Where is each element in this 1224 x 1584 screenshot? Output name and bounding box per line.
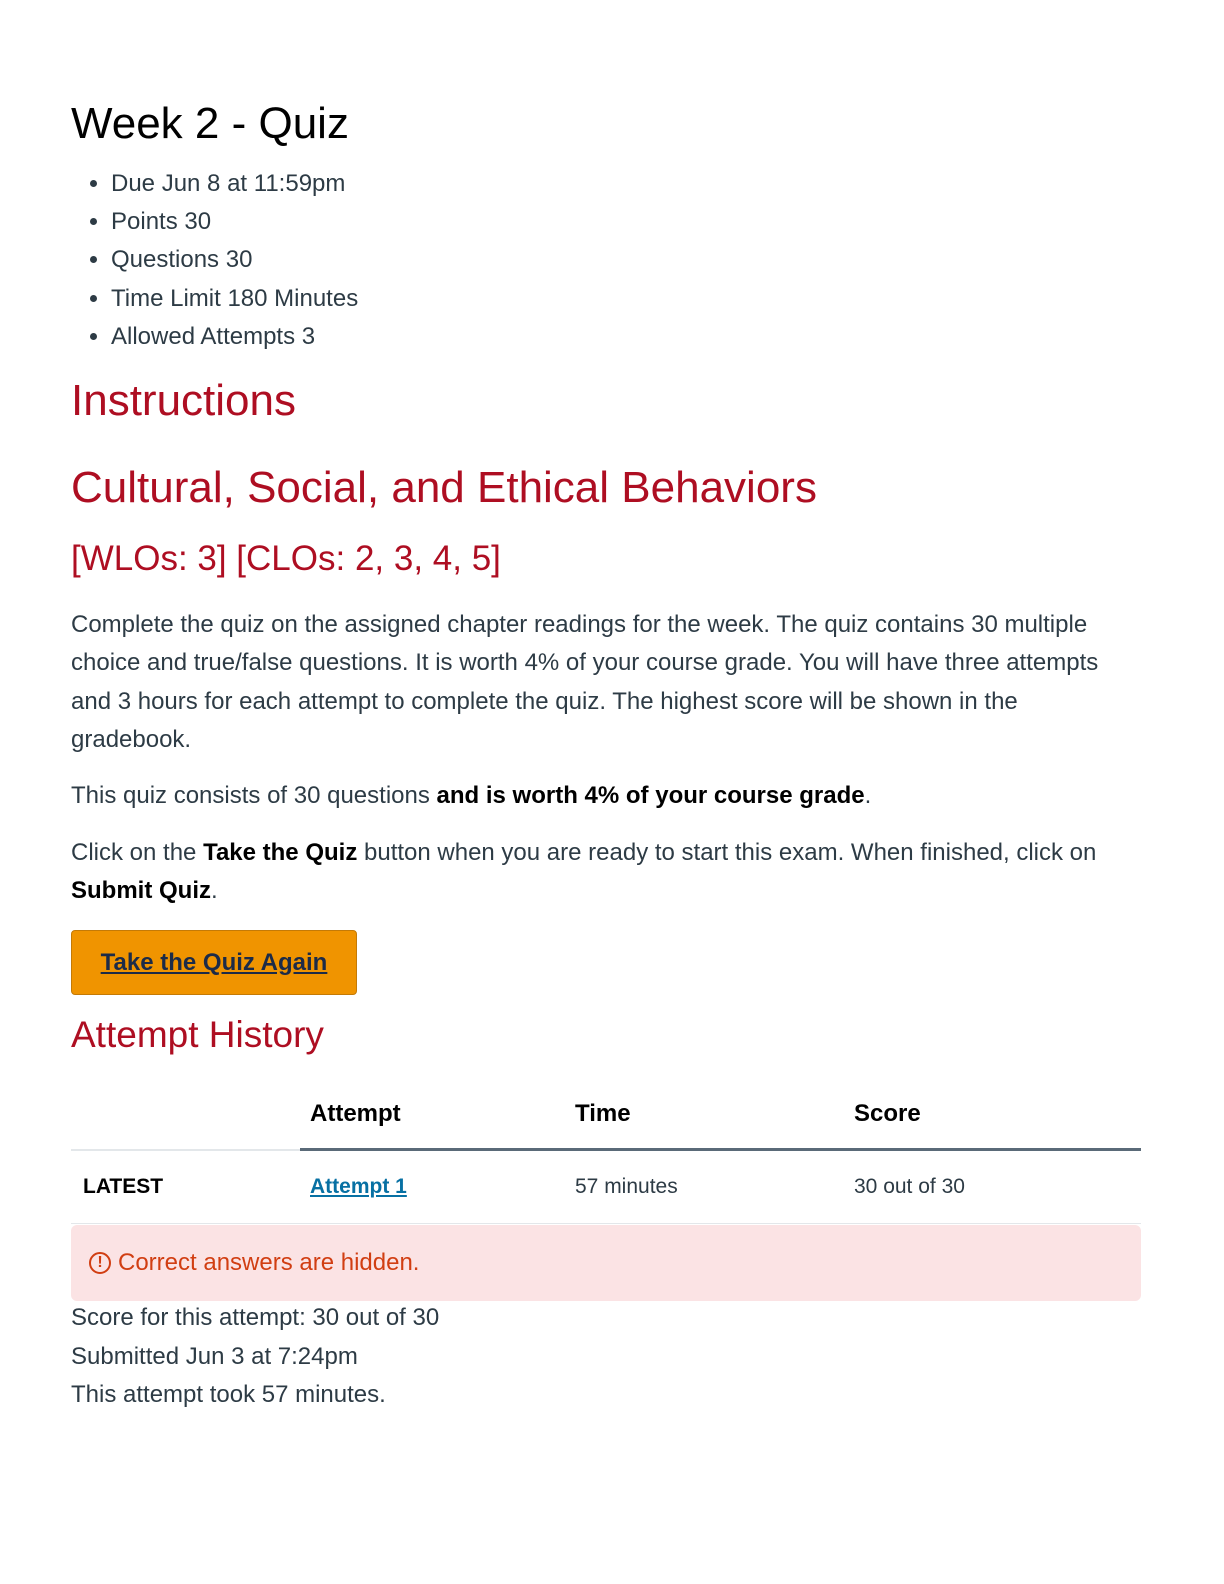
column-header-score: Score (844, 1080, 1141, 1150)
how-to-paragraph (71, 834, 1131, 911)
how-to-text-2: button when you are ready to start this exam. When finished, click on (357, 839, 1097, 866)
worth-text: This quiz consists of 30 questions (71, 782, 437, 809)
alert-circle-icon: ! (89, 1252, 111, 1274)
page-title: Week 2 - Quiz (71, 99, 349, 148)
alert-message: Correct answers are hidden. (118, 1249, 420, 1276)
table-row (71, 1150, 1141, 1224)
outcomes-heading: [WLOs: 3] [CLOs: 2, 3, 4, 5] (71, 539, 501, 578)
how-to-text-1: Click on the (71, 839, 204, 866)
hidden-answers-alert (71, 1225, 1141, 1301)
detail-allowed-attempts: • Allowed Attempts 3 (111, 318, 358, 356)
table-header-row (71, 1080, 1141, 1150)
detail-due: • Due Jun 8 at 11:59pm (111, 165, 358, 203)
column-header-blank (71, 1080, 300, 1150)
instructions-heading: Instructions (71, 376, 296, 425)
instructions-paragraph: Complete the quiz on the assigned chapter readings for the week. The quiz contains 30 multiple choice and true/false questions. It is worth 4% of your course grade. You will have three attempts and 3 hours for each attempt to complete the quiz. The highest score will be shown in the gradebook. (71, 611, 1099, 753)
summary-submitted: Submitted Jun 3 at 7:24pm (71, 1342, 358, 1370)
latest-tag: LATEST (71, 1150, 300, 1224)
time-cell: 57 minutes (565, 1150, 844, 1224)
attempt-summary (71, 1299, 439, 1415)
score-cell: 30 out of 30 (844, 1150, 1141, 1224)
attempt-cell (300, 1150, 565, 1224)
worth-suffix: . (864, 782, 872, 809)
summary-duration: This attempt took 57 minutes. (71, 1381, 386, 1408)
worth-bold: and is worth 4% of your course grade (436, 782, 865, 809)
summary-score: Score for this attempt: 30 out of 30 (71, 1304, 440, 1331)
topic-heading: Cultural, Social, and Ethical Behaviors (71, 463, 817, 512)
quiz-details-list (71, 165, 358, 356)
detail-points: • Points 30 (111, 203, 358, 241)
column-header-attempt: Attempt (300, 1080, 565, 1150)
take-quiz-again-button[interactable]: Take the Quiz Again (71, 930, 357, 995)
attempt-history-table (71, 1080, 1141, 1224)
column-header-time: Time (565, 1080, 844, 1150)
how-to-text-3: . (211, 877, 218, 905)
detail-questions: • Questions 30 (111, 241, 358, 279)
detail-time-limit: • Time Limit 180 Minutes (111, 280, 358, 318)
worth-paragraph (71, 777, 1131, 815)
attempt-link[interactable]: Attempt 1 (310, 1175, 407, 1198)
how-to-bold-submit-quiz: Submit Quiz (71, 877, 211, 905)
how-to-bold-take-quiz: Take the Quiz (203, 839, 358, 866)
attempt-history-heading: Attempt History (71, 1014, 324, 1055)
